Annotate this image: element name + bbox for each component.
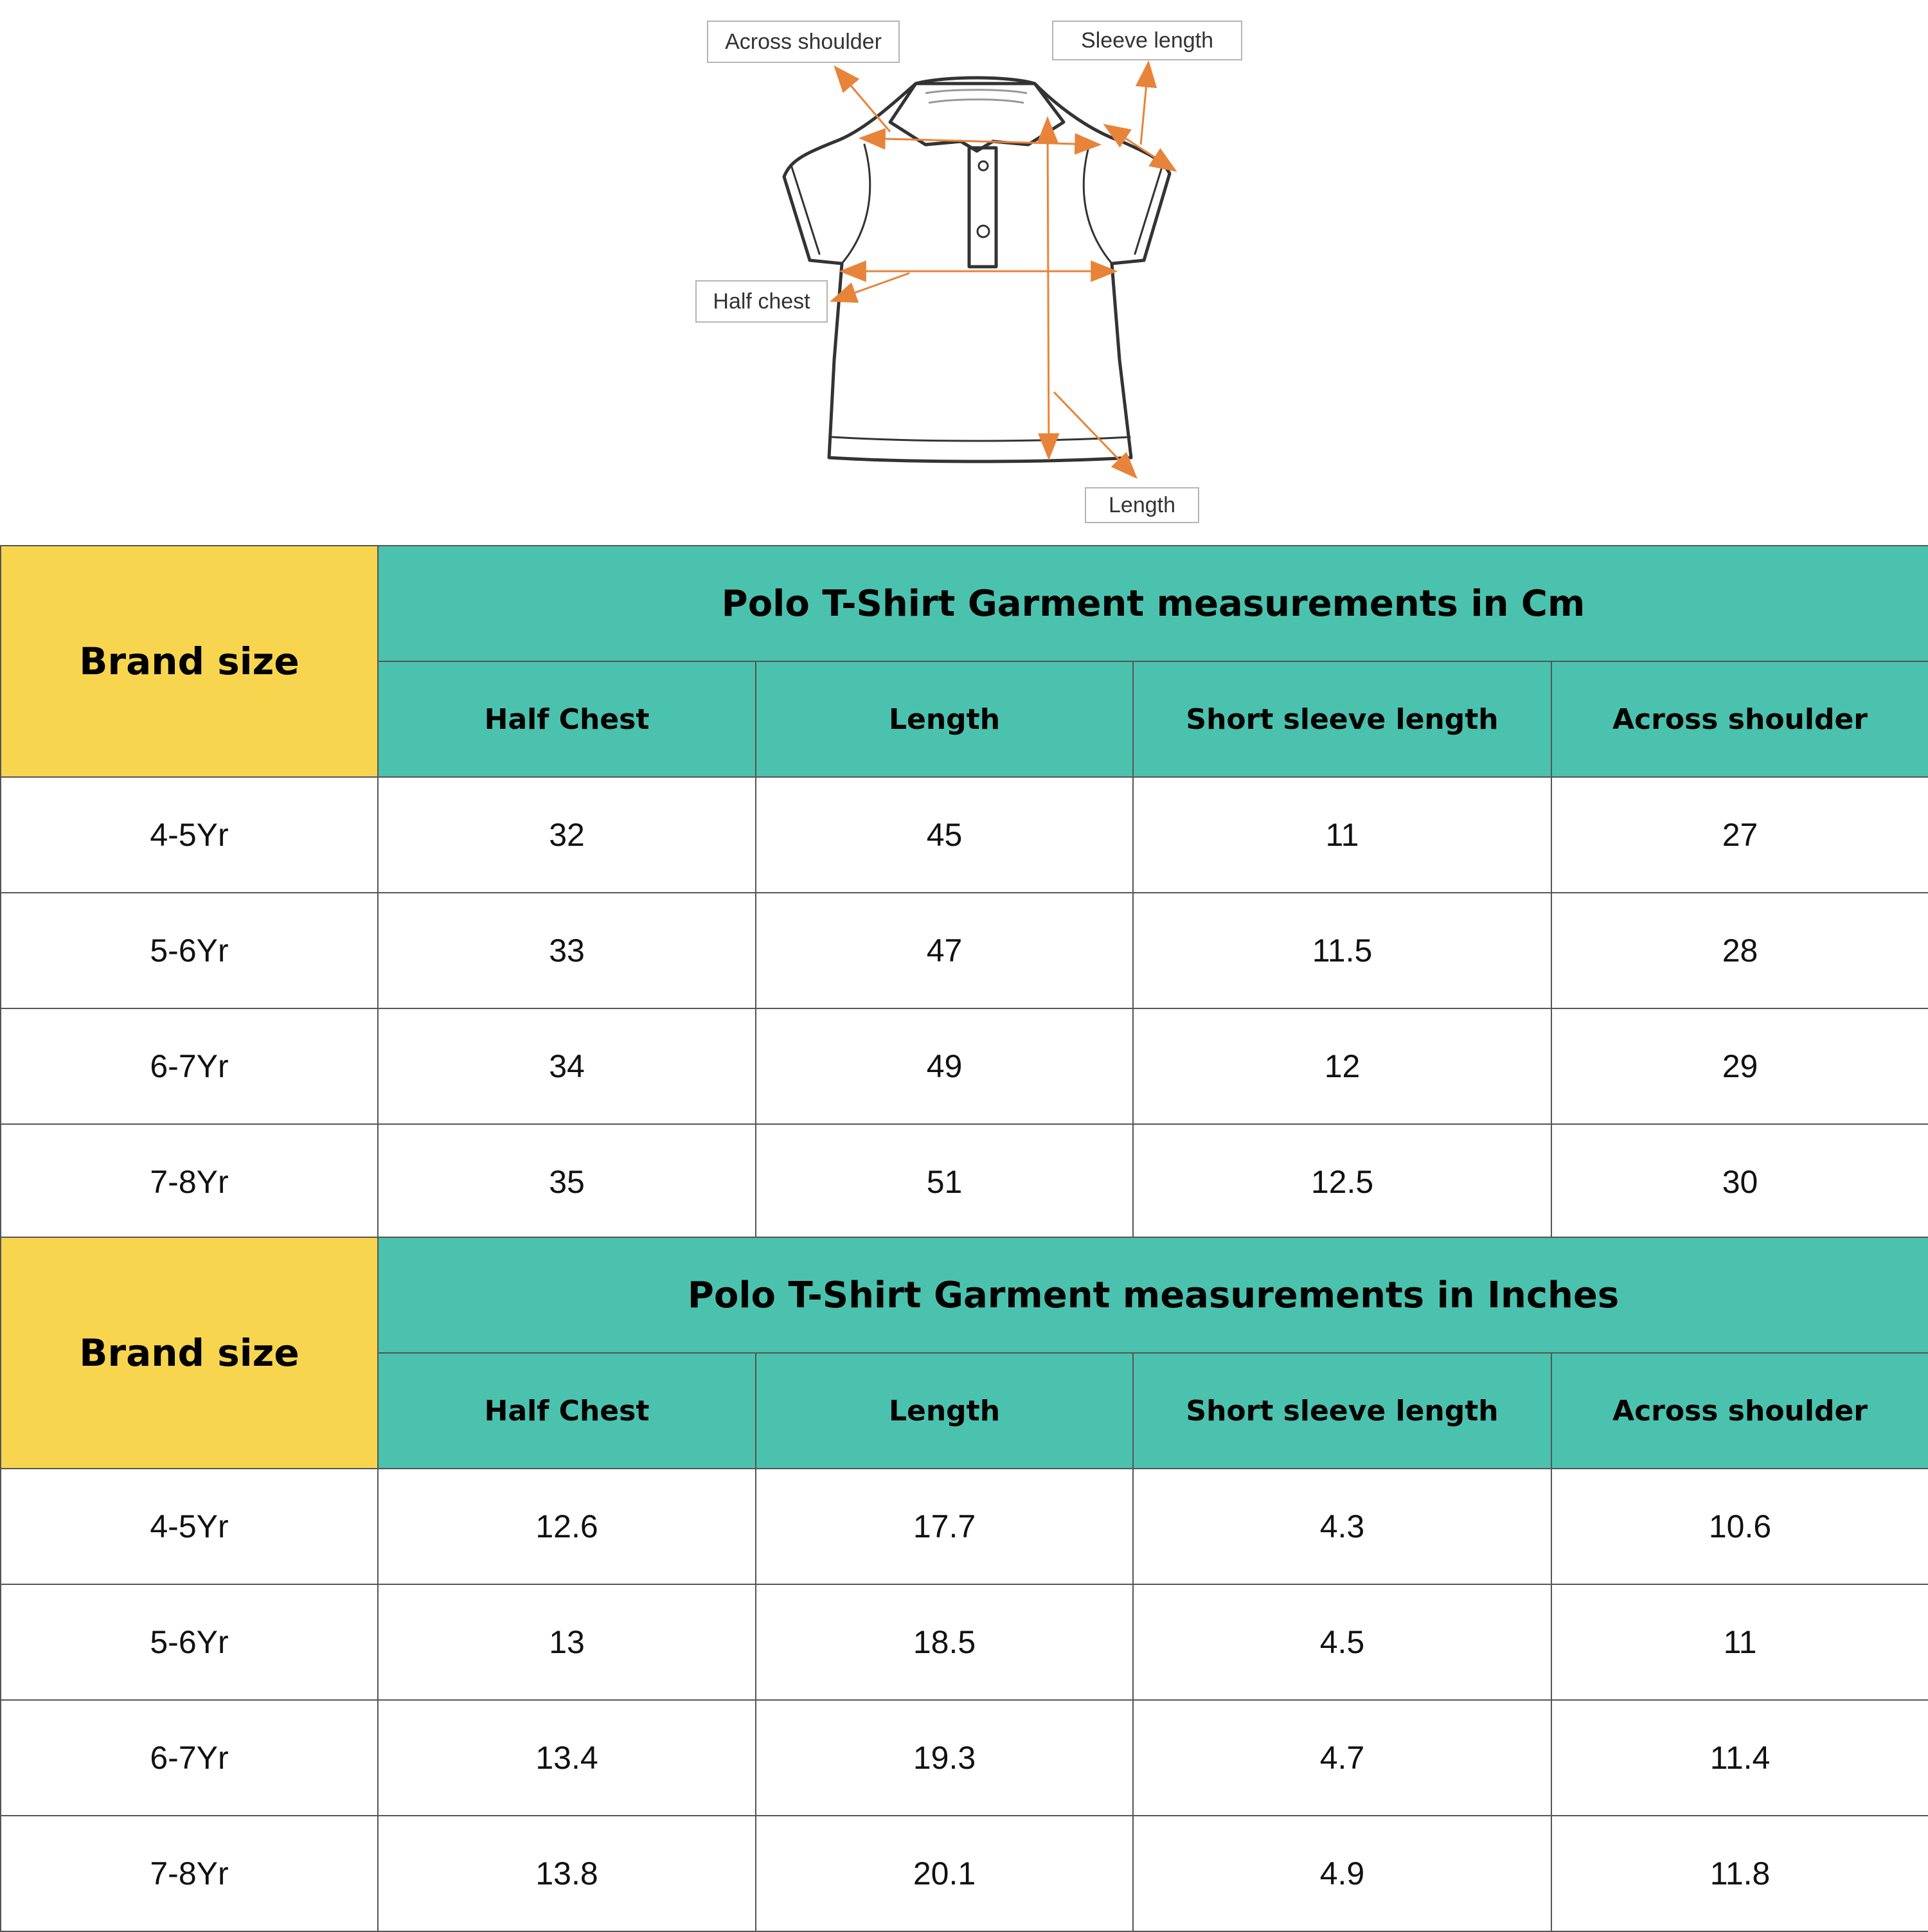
value-cell: 4.3: [1133, 1469, 1551, 1584]
value-cell: 4.5: [1133, 1584, 1551, 1700]
value-cell: 27: [1551, 777, 1928, 893]
value-cell: 28: [1551, 893, 1928, 1008]
value-cell: 12: [1133, 1008, 1551, 1124]
value-cell: 12.5: [1133, 1124, 1551, 1240]
size-cell: 5-6Yr: [1, 1584, 378, 1700]
column-header: Across shoulder: [1551, 1353, 1928, 1469]
table-row: [1, 777, 1928, 893]
size-table-cm: [0, 545, 1928, 1240]
measurement-arrows: [832, 63, 1175, 477]
value-cell: 11.4: [1551, 1700, 1928, 1816]
value-cell: 32: [378, 777, 756, 893]
size-table-inches: [0, 1237, 1928, 1932]
label-half-chest: Half chest: [695, 280, 828, 323]
value-cell: 19.3: [756, 1700, 1133, 1816]
value-cell: 12.6: [378, 1469, 756, 1584]
brand-size-header: Brand size: [1, 1237, 378, 1469]
value-cell: 4.9: [1133, 1816, 1551, 1931]
value-cell: 13: [378, 1584, 756, 1700]
value-cell: 51: [756, 1124, 1133, 1240]
column-header: Half Chest: [378, 661, 756, 777]
column-header: Short sleeve length: [1133, 661, 1551, 777]
table-row: [1, 1124, 1928, 1240]
column-header: Half Chest: [378, 1353, 756, 1469]
value-cell: 33: [378, 893, 756, 1008]
table-row: [1, 1008, 1928, 1124]
value-cell: 11.8: [1551, 1816, 1928, 1931]
value-cell: 30: [1551, 1124, 1928, 1240]
label-sleeve-length: Sleeve length: [1052, 21, 1242, 60]
shirt-outline: [784, 78, 1170, 461]
value-cell: 4.7: [1133, 1700, 1551, 1816]
size-cell: 7-8Yr: [1, 1816, 378, 1931]
table-title: Polo T-Shirt Garment measurements in Inches: [378, 1237, 1928, 1353]
size-cell: 4-5Yr: [1, 777, 378, 893]
value-cell: 49: [756, 1008, 1133, 1124]
value-cell: 17.7: [756, 1469, 1133, 1584]
value-cell: 10.6: [1551, 1469, 1928, 1584]
table-row: [1, 1700, 1928, 1816]
collar-stripes: [925, 90, 1027, 103]
value-cell: 34: [378, 1008, 756, 1124]
size-cell: 6-7Yr: [1, 1008, 378, 1124]
size-cell: 6-7Yr: [1, 1700, 378, 1816]
value-cell: 13.8: [378, 1816, 756, 1931]
measurement-diagram: [0, 0, 1928, 545]
table-row: [1, 1816, 1928, 1931]
table-title-row: [1, 1237, 1928, 1353]
value-cell: 18.5: [756, 1584, 1133, 1700]
column-header: Short sleeve length: [1133, 1353, 1551, 1469]
button-bottom: [977, 226, 989, 237]
value-cell: 35: [378, 1124, 756, 1240]
value-cell: 11: [1133, 777, 1551, 893]
table-row: [1, 1469, 1928, 1584]
table-title-row: [1, 546, 1928, 661]
label-length: Length: [1085, 487, 1199, 523]
size-cell: 7-8Yr: [1, 1124, 378, 1240]
value-cell: 29: [1551, 1008, 1928, 1124]
value-cell: 13.4: [378, 1700, 756, 1816]
table-row: [1, 893, 1928, 1008]
size-cell: 4-5Yr: [1, 1469, 378, 1584]
value-cell: 47: [756, 893, 1133, 1008]
value-cell: 11: [1551, 1584, 1928, 1700]
brand-size-header: Brand size: [1, 546, 378, 777]
button-top: [979, 161, 988, 170]
polo-shirt-diagram: [0, 0, 1928, 545]
size-cell: 5-6Yr: [1, 893, 378, 1008]
label-across-shoulder: Across shoulder: [707, 21, 900, 63]
table-title: Polo T-Shirt Garment measurements in Cm: [378, 546, 1928, 661]
column-header: Length: [756, 661, 1133, 777]
value-cell: 20.1: [756, 1816, 1133, 1931]
value-cell: 11.5: [1133, 893, 1551, 1008]
column-header: Across shoulder: [1551, 661, 1928, 777]
table-row: [1, 1584, 1928, 1700]
value-cell: 45: [756, 777, 1133, 893]
column-header: Length: [756, 1353, 1133, 1469]
